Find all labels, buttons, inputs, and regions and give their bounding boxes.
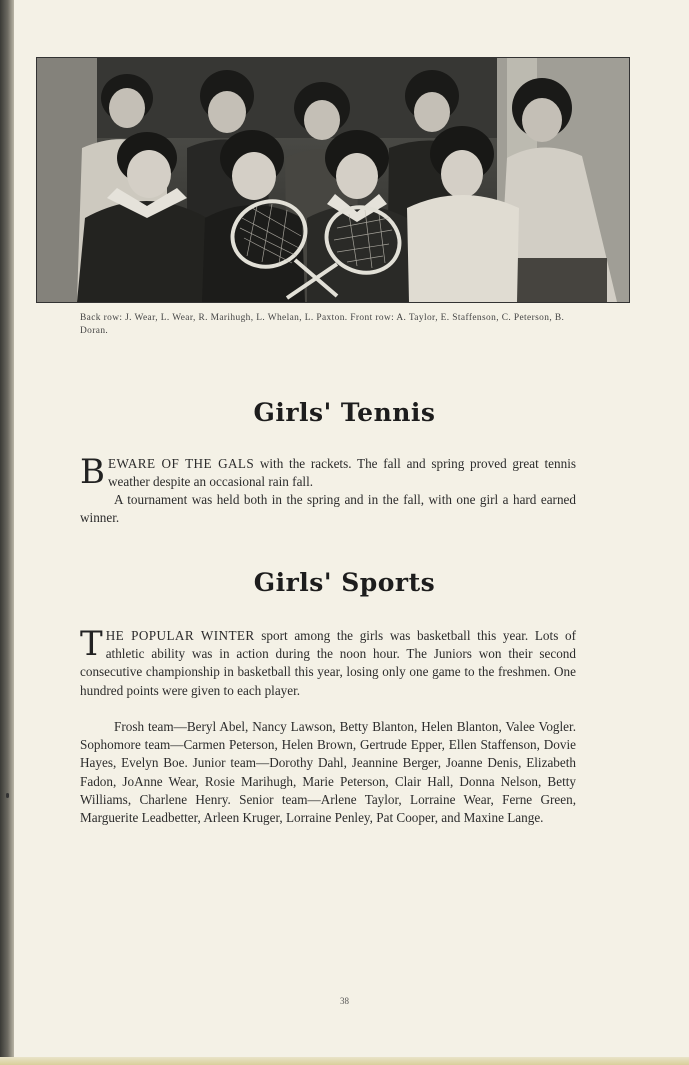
book-binding: [0, 0, 14, 1065]
tennis-dropcap: B: [80, 452, 105, 492]
tennis-p1-text: with the rackets. The fall and spring proved great tennis weather despite an occasional rain fall.: [108, 456, 576, 490]
team-photo: [36, 57, 630, 303]
tennis-paragraph-2: A tournament was held both in the spring and in the fall, with one girl a hard earned winner.: [80, 492, 576, 526]
print-speck: [6, 793, 9, 798]
sports-heading: Girls' Sports: [253, 568, 436, 597]
team-photo-illustration: [37, 58, 629, 302]
sports-paragraph-2: Frosh team—Beryl Abel, Nancy Lawson, Betty Blanton, Helen Blanton, Valee Vogler. Sophomore team—Carmen Peterson, Helen Brown, Gertrude Epper, Ellen Staffenson, Dovie Hayes, Evelyn Boe. Junior team—Dorothy Dahl, Jeannine Berger, Joanne Denis, Elizabeth Fadon, JoAnne Wear, Rosie Marihugh, Marie Peterson, Clair Hall, Donna Nelson, Betty Williams, Charlene Henry. Senior team—Arlene Taylor, Lorraine Wear, Ferne Green, Marguerite Leadbetter, Arleen Kruger, Lorraine Penley, Pat Cooper, and Maxine Lange.: [80, 719, 576, 826]
tennis-paragraph: [80, 452, 576, 492]
sports-p1-text: sport among the girls was basketball this year. Lots of athletic ability was in action during the noon hour. The Juniors won their second consecutive championship in basketball this year, losing only one game to the freshmen. One hundred points were given to each player.: [80, 628, 576, 698]
sports-paragraph: [80, 624, 576, 700]
sports-dropcap: T: [80, 624, 103, 664]
page-number: 38: [340, 996, 349, 1006]
sports-lead: HE POPULAR WINTER: [105, 628, 255, 643]
photo-caption: Back row: J. Wear, L. Wear, R. Marihugh, L. Whelan, L. Paxton. Front row: A. Taylor, E. Staffenson, C. Peterson, B. Doran.: [80, 313, 565, 336]
tennis-heading: Girls' Tennis: [253, 398, 436, 427]
page-bottom-edge: [0, 1057, 689, 1065]
tennis-lead: EWARE OF THE GALS: [108, 456, 255, 471]
